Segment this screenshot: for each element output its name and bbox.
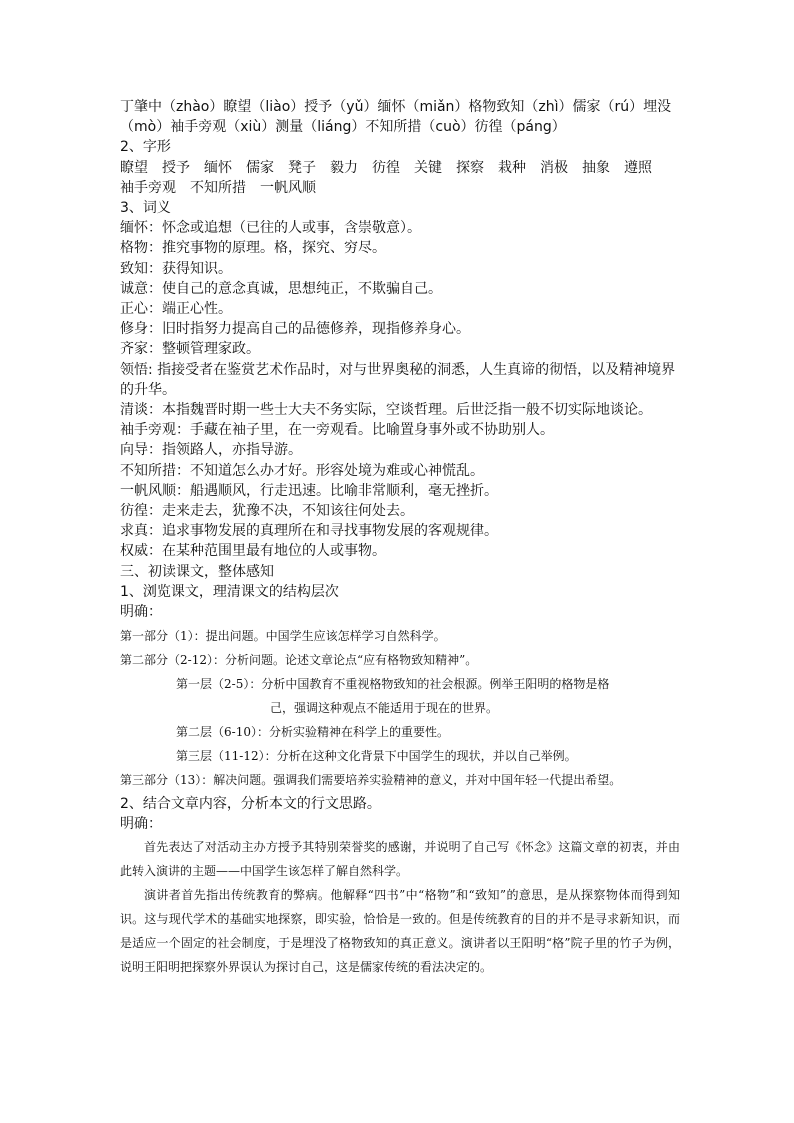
- word: 瞭望: [120, 159, 148, 176]
- word: 授予: [162, 159, 190, 176]
- section-three-heading: 三、初读课文，整体感知: [120, 563, 274, 580]
- word: 毅力: [330, 159, 358, 176]
- definition: 致知：获得知识。: [120, 260, 232, 277]
- structure-layer-1: [120, 672, 680, 696]
- pinyin-line-1: 丁肇中（zhào）瞭望（liào）授予（yǔ）缅怀（miǎn）格物致知（zhì）儒家（rú）埋没: [120, 99, 672, 115]
- definition: 领悟: 指接受者在鉴赏艺术作品时，对与世界奥秘的洞悉，人生真谛的彻悟，以及精神境界的升华。: [120, 361, 676, 398]
- definition: 不知所措：不知道怎么办才好。形容处境为难或心神慌乱。: [120, 462, 484, 479]
- definition: 求真：追求事物发展的真理所在和寻找事物发展的客观规律。: [120, 523, 498, 540]
- structure-layer-1-cont: 己，强调这种观点不能适用于现在的世界。: [270, 701, 499, 716]
- structure-part-3: 第三部分（13）：解决问题。强调我们需要培养实验精神的意义，并对中国年轻一代提出希望。: [120, 773, 622, 788]
- document-page: [120, 97, 680, 979]
- pinyin-line-2: （mò）袖手旁观（xiù）测量（liáng）不知所措（cuò）彷徨（páng）: [120, 119, 566, 136]
- definition: 清谈：本指魏晋时期一些士大夫不务实际，空谈哲理。后世泛指一般不切实际地谈论。: [120, 402, 652, 419]
- definition: 一帆风顺：船遇顺风，行走迅速。比喻非常顺利，毫无挫折。: [120, 482, 498, 499]
- question-1: 1、浏览课文，理清课文的结构层次: [120, 583, 339, 600]
- definition: 正心：端正心性。: [120, 301, 232, 318]
- structure-part-1: 第一部分（1）：提出问题。中国学生应该怎样学习自然科学。: [120, 629, 446, 644]
- definition: 诚意：使自己的意念真诚，思想纯正，不欺骗自己。: [120, 280, 442, 297]
- definition: 彷徨：走来走去，犹豫不决，不知该往何处去。: [120, 503, 414, 520]
- word: 关键: [414, 159, 442, 176]
- definition: 修身：旧时指努力提高自己的品德修养，现指修养身心。: [120, 321, 470, 338]
- word: 遵照: [624, 159, 652, 176]
- definition: 向导：指领路人，亦指导游。: [120, 442, 302, 459]
- section-ciyi: 3、词义: [120, 200, 171, 217]
- definition: 齐家：整顿管理家政。: [120, 341, 260, 358]
- word: 凳子: [288, 159, 316, 176]
- analysis-paragraph-2: 演讲者首先指出传统教育的弊病。他解释“四书”中“格物”和“致知”的意思，是从探察物体而得到知识。这与现代学术的基础实地探察，即实验，恰恰是一致的。但是传统教育的目的并不是寻求新知识，而是适应一个固定的社会制度，于是埋没了格物致知的真正意义。演讲者以王阳明“格”院子里的竹子为例，说明王阳明把探察外界误认为探讨自己，这是儒家传统的看法决定的。: [120, 887, 680, 974]
- zixing-row-2: [120, 178, 680, 198]
- analysis-paragraph-1: 首先表达了对活动主办方授予其特别荣誉奖的感谢，并说明了自己写《怀念》这篇文章的初衷，并由此转入演讲的主题——中国学生该怎样了解自然科学。: [120, 839, 680, 878]
- word: 消极: [540, 159, 568, 176]
- definition: 格物：推究事物的原理。格，探究、穷尽。: [120, 240, 386, 257]
- zixing-row-1: [120, 158, 680, 178]
- answer-label-1: 明确：: [120, 604, 162, 621]
- word: 一帆风顺: [260, 179, 316, 196]
- structure-layer-3: 第三层（11-12）：分析在这种文化背景下中国学生的现状，并以自己举例。: [176, 749, 577, 764]
- section-zixing: 2、字形: [120, 139, 171, 156]
- word: 袖手旁观: [120, 179, 176, 196]
- word: 缅怀: [204, 159, 232, 176]
- word: 彷徨: [372, 159, 400, 176]
- word: 探察: [456, 159, 484, 176]
- word: 抽象: [582, 159, 610, 176]
- structure-layer-1-text: 第一层（2-5）：分析中国教育不重视格物致知的社会根源。例举王阳明的格物是格: [176, 677, 610, 692]
- question-2: 2、结合文章内容，分析本文的行文思路。: [120, 796, 381, 813]
- word: 不知所措: [190, 179, 246, 196]
- word: 栽种: [498, 159, 526, 176]
- answer-label-2: 明确：: [120, 816, 162, 833]
- word: 儒家: [246, 159, 274, 176]
- definition: 权威：在某种范围里最有地位的人或事物。: [120, 543, 386, 560]
- structure-part-2: 第二部分（2-12）：分析问题。论述文章论点“应有格物致知精神”。: [120, 653, 478, 668]
- definition: 缅怀：怀念或追想（已往的人或事，含崇敬意）。: [120, 220, 421, 237]
- structure-layer-2: 第二层（6-10）：分析实验精神在科学上的重要性。: [176, 725, 449, 740]
- definition: 袖手旁观：手藏在袖子里，在一旁观看。比喻置身事外或不协助别人。: [120, 422, 554, 439]
